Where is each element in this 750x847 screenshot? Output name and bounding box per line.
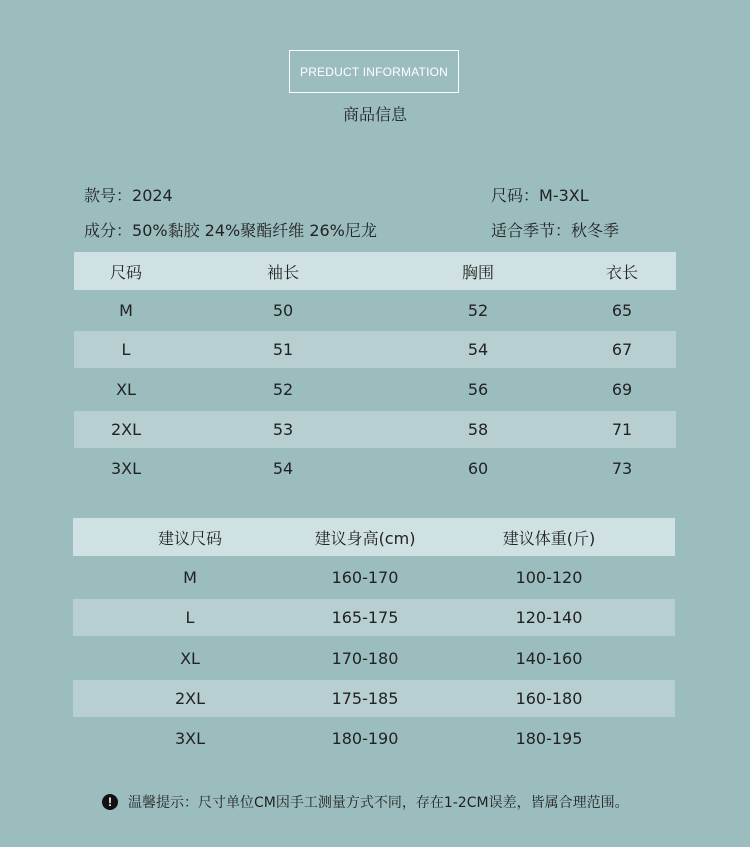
size-table-header-cell: 袖长	[266, 262, 299, 282]
table-cell: 58	[467, 420, 489, 439]
table-row	[73, 556, 675, 599]
season-label: 适合季节：	[491, 221, 572, 240]
style-number	[84, 183, 173, 206]
table-cell: 52	[467, 301, 489, 320]
table-row	[73, 599, 675, 636]
season-value: 秋冬季	[571, 221, 620, 240]
table-row	[73, 680, 675, 717]
measurement-note-text: 温馨提示：尺寸单位CM因手工测量方式不同，存在1-2CM误差，皆属合理范围。	[128, 795, 629, 811]
size-table	[74, 252, 676, 488]
size-table-header-cell: 胸围	[461, 262, 494, 282]
table-cell: 69	[611, 380, 633, 399]
table-cell: XL	[116, 380, 136, 399]
size-range	[491, 183, 589, 206]
table-cell: 54	[467, 340, 489, 359]
alert-icon: !	[102, 794, 118, 810]
table-cell: 100-120	[515, 568, 583, 587]
table-cell: 140-160	[515, 648, 583, 668]
recommend-table	[73, 518, 675, 759]
table-row	[74, 331, 676, 368]
recommend-table-header-cell: 建议尺码	[157, 528, 222, 548]
table-row	[73, 636, 675, 680]
table-row	[74, 368, 676, 411]
section-title-cn: 商品信息	[342, 105, 407, 124]
table-cell: 50	[272, 301, 294, 320]
table-row	[74, 411, 676, 448]
table-cell: 160-170	[331, 568, 399, 587]
table-cell: 60	[467, 458, 489, 478]
season	[491, 218, 619, 241]
table-cell: L	[121, 340, 131, 359]
measurement-note	[102, 792, 629, 812]
table-cell: 170-180	[331, 648, 399, 668]
table-cell: 52	[272, 380, 294, 399]
size-range-label: 尺码：	[491, 186, 540, 205]
table-cell: L	[185, 608, 195, 627]
section-title-en: PREDUCT INFORMATION	[299, 64, 449, 79]
table-cell: 2XL	[174, 689, 206, 708]
table-cell: 73	[611, 458, 633, 478]
table-cell: 51	[272, 340, 294, 359]
size-table-header-cell: 衣长	[605, 262, 638, 282]
style-number-label: 款号：	[84, 186, 133, 205]
table-cell: M	[119, 301, 133, 320]
table-row	[74, 448, 676, 488]
table-cell: 67	[611, 340, 633, 359]
table-cell: 180-195	[515, 728, 583, 748]
recommend-table-header	[73, 518, 675, 556]
style-number-value: 2024	[132, 186, 173, 205]
table-cell: 3XL	[174, 728, 206, 748]
table-cell: XL	[180, 648, 200, 668]
material-label: 成分：	[84, 221, 133, 240]
size-range-value: M-3XL	[539, 186, 589, 205]
recommend-table-header-cell: 建议身高(cm)	[314, 528, 416, 548]
table-cell: 180-190	[331, 728, 399, 748]
table-cell: 2XL	[110, 420, 142, 439]
material	[84, 218, 377, 241]
table-cell: 120-140	[515, 608, 583, 627]
table-cell: 54	[272, 458, 294, 478]
table-row	[73, 717, 675, 759]
section-title-box	[289, 50, 459, 93]
size-table-header	[74, 252, 676, 290]
table-cell: 165-175	[331, 608, 399, 627]
size-table-header-cell: 尺码	[109, 262, 142, 282]
table-cell: 160-180	[515, 689, 583, 708]
table-cell: M	[183, 568, 197, 587]
recommend-table-header-cell: 建议体重(斤)	[502, 528, 596, 548]
table-cell: 3XL	[110, 458, 142, 478]
material-value: 50%黏胶 24%聚酯纤维 26%尼龙	[132, 221, 377, 240]
table-cell: 53	[272, 420, 294, 439]
table-cell: 65	[611, 301, 633, 320]
table-row	[74, 290, 676, 331]
table-cell: 56	[467, 380, 489, 399]
table-cell: 71	[611, 420, 633, 439]
table-cell: 175-185	[331, 689, 399, 708]
